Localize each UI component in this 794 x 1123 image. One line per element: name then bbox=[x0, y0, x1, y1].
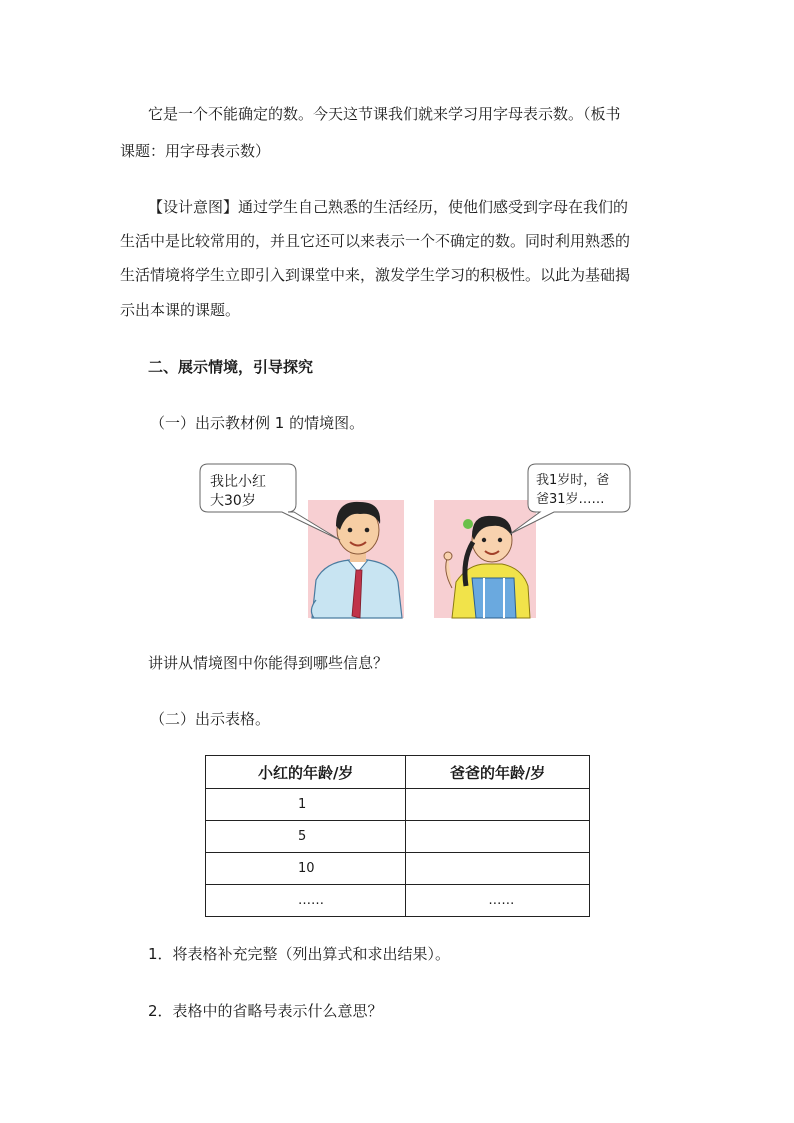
section-heading: 二、展示情境，引导探究 bbox=[148, 358, 314, 376]
girl-bubble-line-2: 爸31岁…… bbox=[536, 492, 605, 507]
table-row bbox=[206, 885, 590, 917]
task-one: 1．将表格补充完整（列出算式和求出结果）。 bbox=[148, 945, 451, 963]
design-intent-line-3: 生活情境将学生立即引入到课堂中来，激发学生学习的积极性。以此为基础揭 bbox=[120, 266, 631, 284]
design-intent-line-2: 生活中是比较常用的，并且它还可以来表示一个不确定的数。同时利用熟悉的 bbox=[120, 232, 631, 250]
info-question: 讲讲从情境图中你能得到哪些信息？ bbox=[148, 654, 389, 672]
cell-dad-age: …… bbox=[406, 885, 590, 917]
step-two: （二）出示表格。 bbox=[150, 710, 271, 728]
girl-speech-bubble bbox=[510, 464, 630, 534]
cell-xiaohong-age: 1 bbox=[206, 789, 406, 821]
paragraph-1-line-1: 它是一个不能确定的数。今天这节课我们就来学习用字母表示数。（板书 bbox=[148, 105, 621, 123]
cell-xiaohong-age: …… bbox=[206, 885, 406, 917]
task-two: 2．表格中的省略号表示什么意思？ bbox=[148, 1002, 383, 1020]
paragraph-1-line-2: 课题：用字母表示数） bbox=[120, 142, 271, 160]
table-row bbox=[206, 789, 590, 821]
table-header-row bbox=[206, 756, 590, 789]
scene-illustration bbox=[190, 460, 640, 620]
cell-xiaohong-age: 10 bbox=[206, 853, 406, 885]
table-row bbox=[206, 821, 590, 853]
age-table bbox=[205, 755, 590, 917]
cell-dad-age bbox=[406, 789, 590, 821]
table-row bbox=[206, 853, 590, 885]
cell-xiaohong-age: 5 bbox=[206, 821, 406, 853]
header-xiaohong-age: 小红的年龄/岁 bbox=[206, 756, 406, 789]
design-intent-line-1: 【设计意图】通过学生自己熟悉的生活经历，使他们感受到字母在我们的 bbox=[148, 198, 629, 216]
boy-bubble-line-1: 我比小红 bbox=[210, 474, 266, 490]
cell-dad-age bbox=[406, 853, 590, 885]
cell-dad-age bbox=[406, 821, 590, 853]
girl-bubble-line-1: 我1岁时，爸 bbox=[536, 473, 610, 488]
design-intent-line-4: 示出本课的课题。 bbox=[120, 301, 241, 319]
step-one: （一）出示教材例 1 的情境图。 bbox=[150, 414, 365, 432]
header-dad-age: 爸爸的年龄/岁 bbox=[406, 756, 590, 789]
boy-bubble-line-2: 大30岁 bbox=[210, 493, 256, 509]
